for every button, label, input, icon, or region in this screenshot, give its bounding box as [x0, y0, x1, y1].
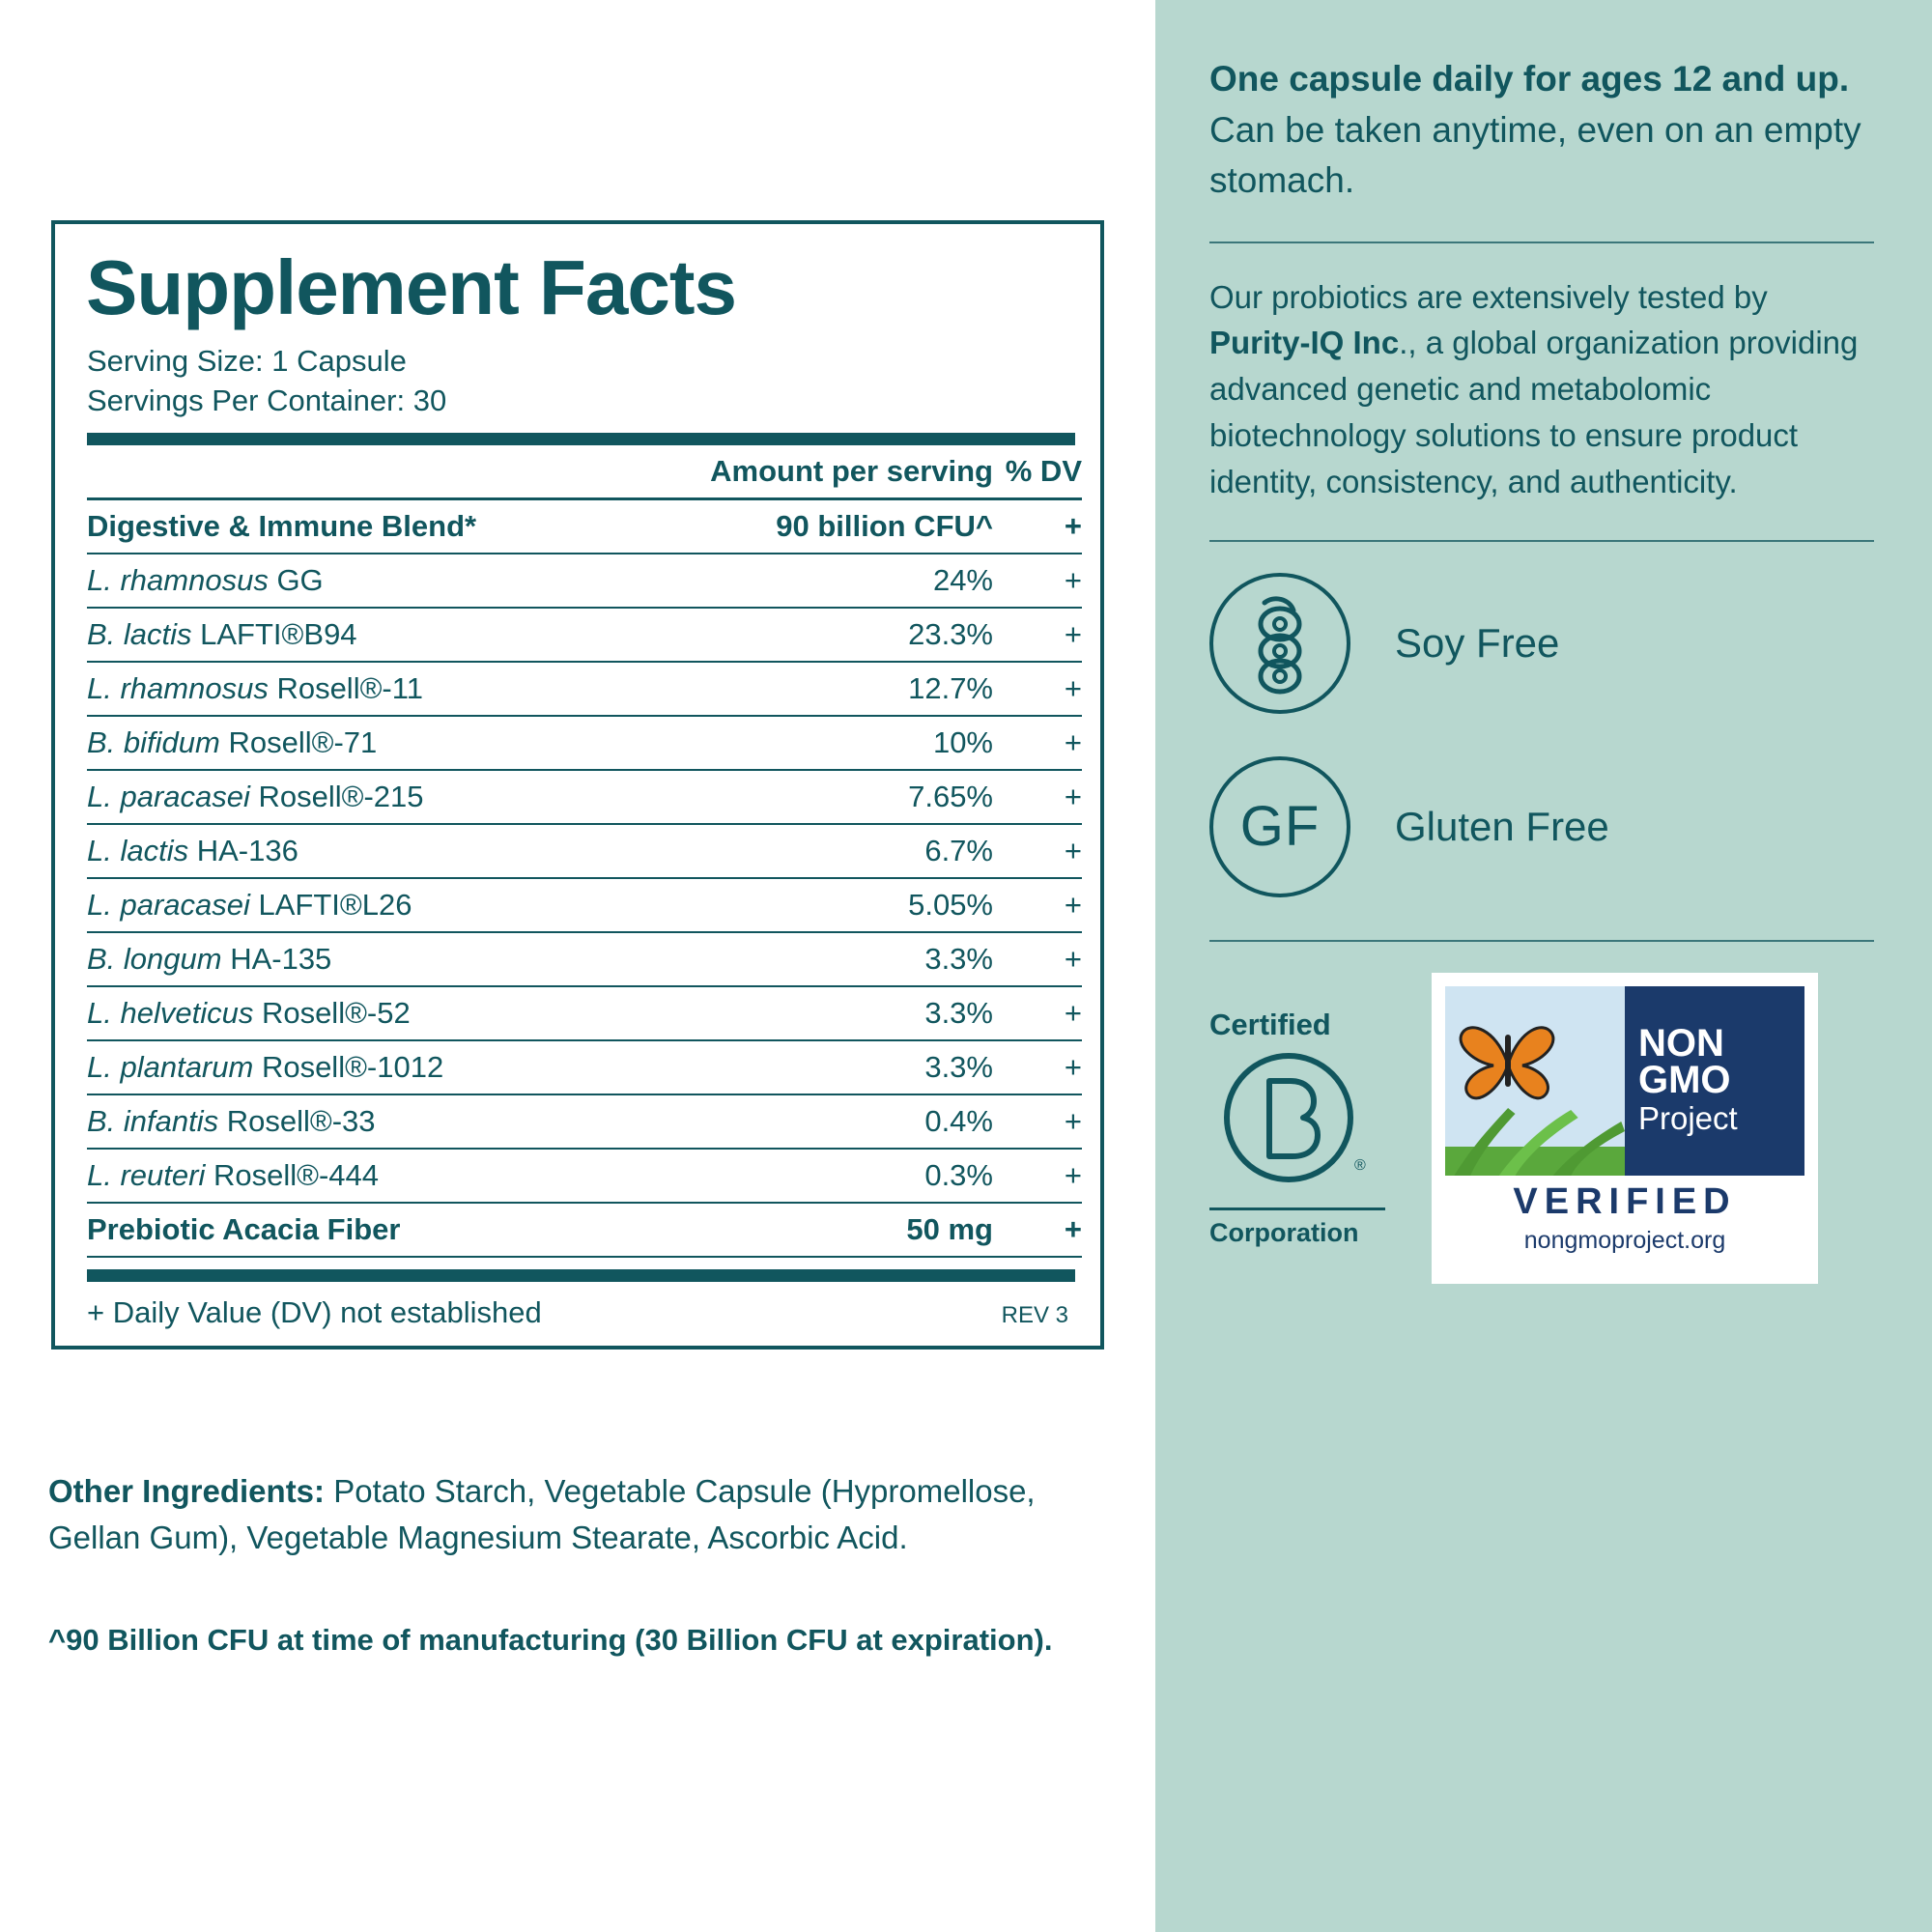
other-ingredients-text: Potato Starch, Vegetable Capsule (Hypromellose, Gellan Gum), Vegetable Magnesium Stearate, Ascorbic Acid. — [48, 1473, 1036, 1555]
table-row — [87, 1203, 1082, 1257]
ingredient-genus: L. paracasei — [87, 887, 250, 922]
ingredient-daily-value: + — [993, 1094, 1082, 1149]
ingredient-amount: 5.05% — [611, 878, 993, 932]
supplement-facts-box — [51, 220, 1104, 1350]
ingredient-amount: 0.3% — [611, 1149, 993, 1203]
ingredient-strain: Rosell®-52 — [253, 995, 411, 1030]
ingredient-genus: L. helveticus — [87, 995, 254, 1030]
purity-post: ., a global organization providing advanced genetic and metabolomic biotechnology solutions to ensure product identity, consistency, and authenticity. — [1209, 325, 1859, 499]
ingredient-daily-value: + — [993, 1040, 1082, 1094]
ingredient-name — [87, 770, 611, 824]
facts-footnote-row — [87, 1295, 1068, 1330]
ingredient-strain: Prebiotic Acacia Fiber — [87, 1211, 401, 1246]
bcorp-rule — [1209, 1208, 1385, 1210]
purity-brand: Purity-IQ Inc — [1209, 325, 1400, 361]
cfu-note: ^90 Billion CFU at time of manufacturing (30 Billion CFU at expiration). — [48, 1623, 1053, 1657]
page-title: Supplement Facts — [86, 244, 737, 330]
header-rule-thick — [87, 433, 1075, 445]
ingredient-name — [87, 1094, 611, 1149]
ingredient-daily-value: + — [993, 554, 1082, 608]
non-gmo-project-verified-logo — [1432, 973, 1818, 1284]
non-gmo-line2: GMO — [1638, 1059, 1731, 1102]
table-row — [87, 608, 1082, 662]
ingredient-daily-value: + — [993, 770, 1082, 824]
ingredient-genus: B. longum — [87, 941, 222, 976]
ingredient-daily-value: + — [993, 986, 1082, 1040]
table-row — [87, 662, 1082, 716]
table-row — [87, 932, 1082, 986]
ingredient-name — [87, 878, 611, 932]
non-gmo-line1: NON — [1638, 1022, 1724, 1065]
ingredient-amount: 3.3% — [611, 932, 993, 986]
ingredient-name — [87, 824, 611, 878]
facts-table — [87, 445, 1082, 1258]
non-gmo-wordmark — [1625, 986, 1804, 1176]
gf-glyph: GF — [1239, 795, 1321, 859]
ingredient-name — [87, 662, 611, 716]
badge-gluten-free — [1209, 756, 1874, 897]
col-amount-header: Amount per serving — [710, 453, 993, 488]
ingredient-amount: 7.65% — [611, 770, 993, 824]
ingredient-amount: 23.3% — [611, 608, 993, 662]
bcorp-logo — [1209, 1008, 1403, 1248]
ingredient-daily-value: + — [993, 1203, 1082, 1257]
serving-size: Serving Size: 1 Capsule — [87, 344, 407, 378]
ingredient-name — [87, 1149, 611, 1203]
ingredient-amount: 24% — [611, 554, 993, 608]
ingredient-amount: 10% — [611, 716, 993, 770]
ingredient-strain: Rosell®-11 — [268, 670, 423, 705]
info-panel — [1155, 0, 1932, 1932]
ingredient-daily-value: + — [993, 1149, 1082, 1203]
gf-icon — [1209, 756, 1350, 897]
dosage-text — [1209, 54, 1874, 207]
servings-per-container: Servings Per Container: 30 — [87, 383, 447, 417]
ingredient-genus: L. lactis — [87, 833, 189, 867]
ingredient-amount: 12.7% — [611, 662, 993, 716]
badge-label-gluten-free: Gluten Free — [1395, 803, 1609, 849]
other-ingredients — [48, 1468, 1121, 1561]
badge-soy-free — [1209, 573, 1874, 714]
ingredient-strain: LAFTI®B94 — [191, 616, 357, 651]
table-row — [87, 986, 1082, 1040]
ingredient-genus: L. paracasei — [87, 779, 250, 813]
ingredient-name — [87, 1203, 611, 1257]
non-gmo-line3: Project — [1638, 1100, 1738, 1137]
ingredient-daily-value: + — [993, 498, 1082, 554]
table-row — [87, 554, 1082, 608]
ingredient-amount: 6.7% — [611, 824, 993, 878]
revision-code: REV 3 — [1001, 1301, 1068, 1328]
ingredient-amount: 3.3% — [611, 1040, 993, 1094]
dosage-bold: One capsule daily for ages 12 and up. — [1209, 59, 1850, 99]
ingredient-genus: B. lactis — [87, 616, 192, 651]
table-header-row — [87, 445, 1082, 499]
ingredient-strain: GG — [268, 562, 324, 597]
table-row — [87, 770, 1082, 824]
ingredient-daily-value: + — [993, 824, 1082, 878]
ingredient-amount: 90 billion CFU^ — [611, 498, 993, 554]
ingredient-genus: B. infantis — [87, 1103, 219, 1138]
ingredient-strain: Rosell®-444 — [205, 1157, 379, 1192]
ingredient-genus: B. bifidum — [87, 724, 220, 759]
col-name-header — [87, 445, 611, 499]
non-gmo-url: nongmoproject.org — [1523, 1226, 1726, 1254]
ingredient-strain: Rosell®-71 — [219, 724, 378, 759]
ingredient-genus: L. plantarum — [87, 1049, 254, 1084]
ingredient-daily-value: + — [993, 608, 1082, 662]
ingredient-strain: Digestive & Immune Blend* — [87, 508, 477, 543]
ingredient-genus: L. reuteri — [87, 1157, 206, 1192]
bcorp-corporation-text: Corporation — [1209, 1218, 1359, 1248]
ingredient-strain: HA-136 — [188, 833, 298, 867]
purity-text — [1209, 274, 1874, 505]
soybean-icon — [1209, 573, 1350, 714]
badge-list — [1209, 573, 1874, 897]
divider-3 — [1209, 940, 1874, 942]
purity-pre: Our probiotics are extensively tested by — [1209, 278, 1768, 315]
ingredient-strain: Rosell®-1012 — [253, 1049, 444, 1084]
bcorp-b-icon — [1209, 1048, 1374, 1193]
footer-rule-thick — [87, 1269, 1075, 1282]
ingredient-name — [87, 932, 611, 986]
table-row — [87, 1149, 1082, 1203]
ingredient-strain: Rosell®-215 — [249, 779, 424, 813]
non-gmo-top — [1445, 986, 1804, 1176]
ingredient-name — [87, 554, 611, 608]
divider-1 — [1209, 242, 1874, 243]
ingredient-strain: LAFTI®L26 — [249, 887, 412, 922]
svg-text:®: ® — [1354, 1157, 1366, 1175]
ingredient-amount: 0.4% — [611, 1094, 993, 1149]
certification-row — [1209, 973, 1874, 1284]
table-row — [87, 498, 1082, 554]
table-row — [87, 878, 1082, 932]
ingredient-amount: 3.3% — [611, 986, 993, 1040]
badge-label-soy-free: Soy Free — [1395, 619, 1560, 666]
ingredient-name — [87, 986, 611, 1040]
ingredient-amount: 50 mg — [611, 1203, 993, 1257]
bcorp-certified-text: Certified — [1209, 1008, 1331, 1042]
divider-2 — [1209, 540, 1874, 542]
dosage-rest: Can be taken anytime, even on an empty stomach. — [1209, 109, 1861, 201]
ingredient-genus: L. rhamnosus — [87, 670, 269, 705]
table-row — [87, 1040, 1082, 1094]
dv-footnote: + Daily Value (DV) not established — [87, 1294, 542, 1329]
ingredient-strain: HA-135 — [221, 941, 332, 976]
ingredient-name — [87, 498, 611, 554]
other-ingredients-label: Other Ingredients: — [48, 1473, 326, 1509]
ingredient-daily-value: + — [993, 662, 1082, 716]
butterfly-grass-icon — [1445, 986, 1625, 1176]
table-row — [87, 824, 1082, 878]
ingredient-strain: Rosell®-33 — [218, 1103, 376, 1138]
col-dv-header: % DV — [1005, 453, 1082, 488]
ingredient-name — [87, 1040, 611, 1094]
ingredient-name — [87, 716, 611, 770]
ingredient-genus: L. rhamnosus — [87, 562, 269, 597]
table-row — [87, 716, 1082, 770]
ingredient-name — [87, 608, 611, 662]
non-gmo-verified-text: VERIFIED — [1445, 1176, 1804, 1225]
ingredient-daily-value: + — [993, 878, 1082, 932]
ingredient-daily-value: + — [993, 716, 1082, 770]
ingredient-daily-value: + — [993, 932, 1082, 986]
table-row — [87, 1094, 1082, 1149]
